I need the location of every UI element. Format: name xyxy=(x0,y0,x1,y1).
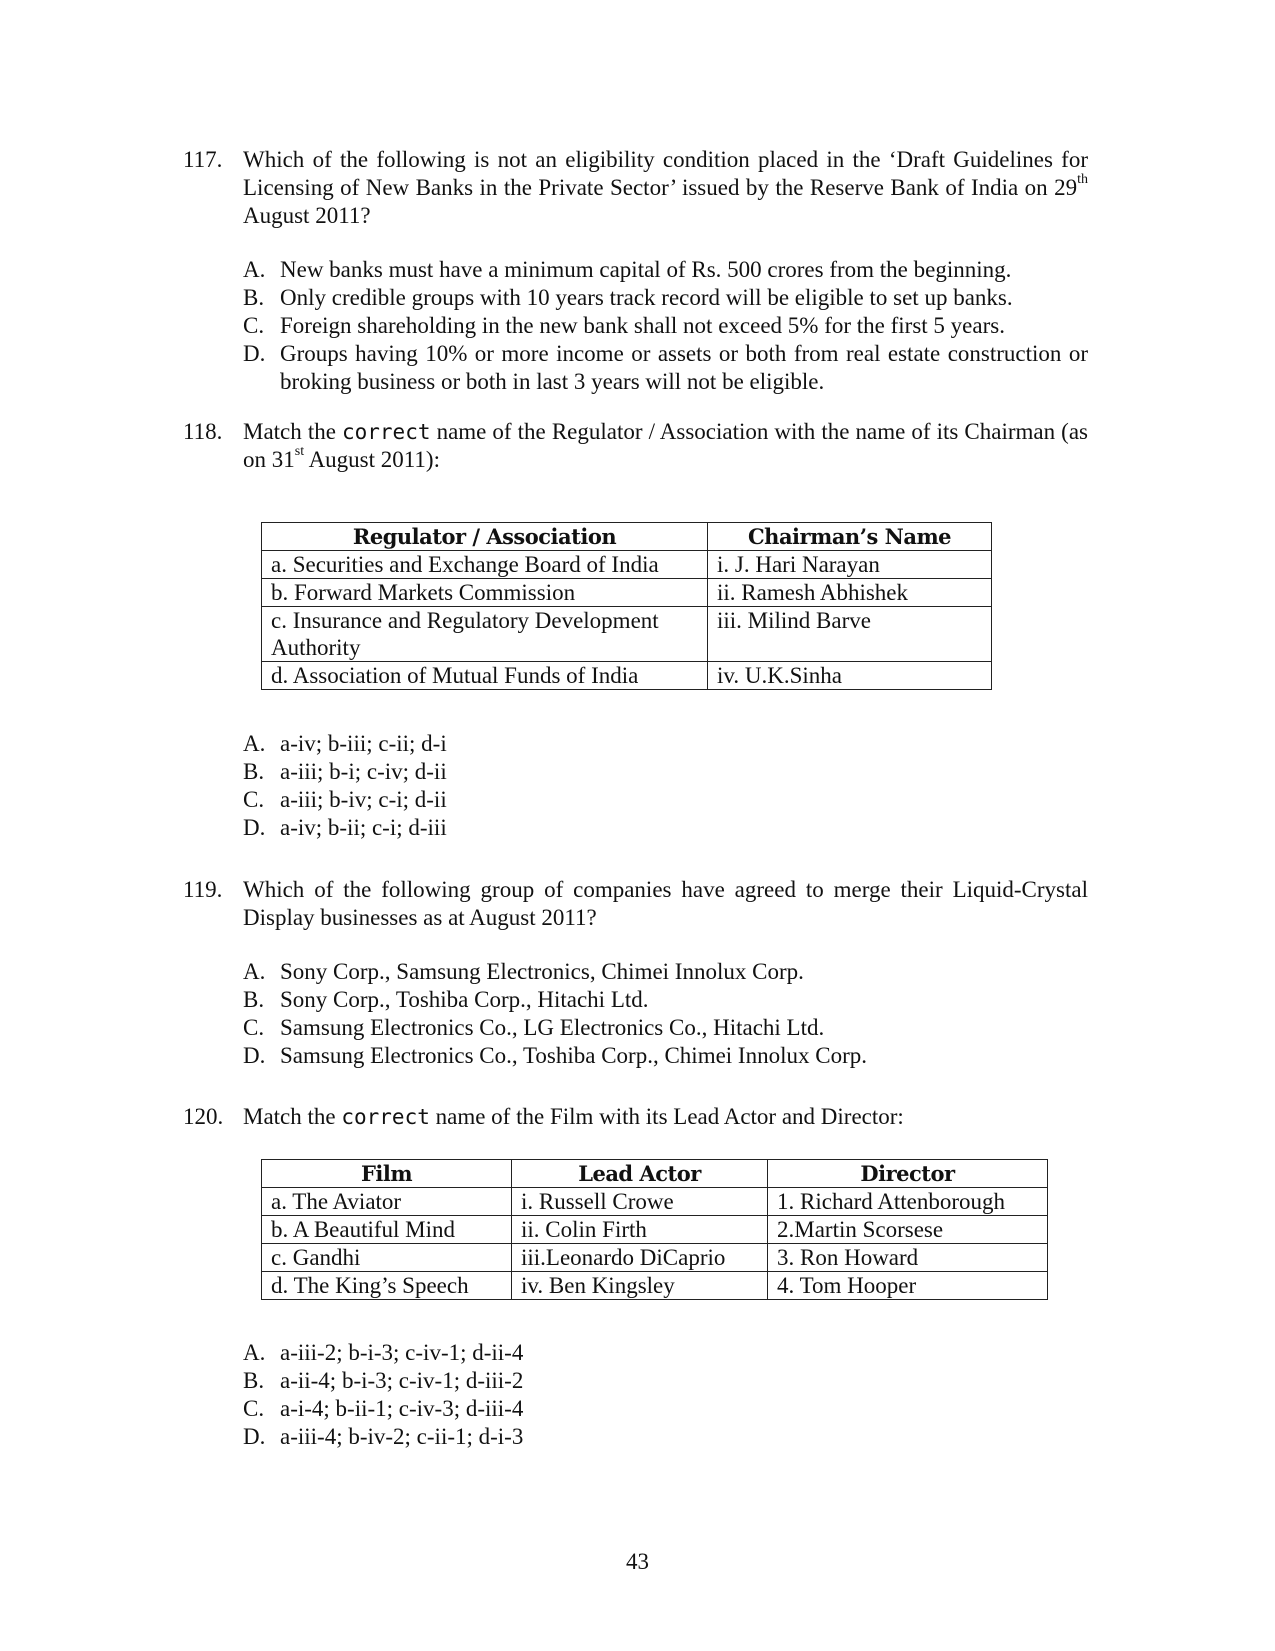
question-text-part: August 2011? xyxy=(243,203,371,228)
option-c xyxy=(243,1014,1088,1042)
option-label: A. xyxy=(243,1340,266,1365)
options-list xyxy=(243,256,1088,396)
option-label: C. xyxy=(243,313,265,338)
question-text: Which of the following group of companies have agreed to merge their Liquid-Crystal Display businesses as at August 2011? xyxy=(243,877,1088,930)
option-label: C. xyxy=(243,1396,265,1421)
question-117 xyxy=(183,146,1088,396)
option-b xyxy=(243,284,1088,312)
option-label: A. xyxy=(243,959,266,984)
table-cell: 2.Martin Scorsese xyxy=(768,1216,1048,1244)
question-119 xyxy=(183,876,1088,1070)
table-cell: i. J. Hari Narayan xyxy=(708,551,992,579)
regulator-chairman-table xyxy=(261,522,992,690)
table-cell: ii. Ramesh Abhishek xyxy=(708,579,992,607)
question-text-part: Match the xyxy=(243,419,342,444)
question-118-options xyxy=(183,730,1088,842)
option-text: Groups having 10% or more income or assets or both from real estate construction or broking business or both in last 3 years will not be eligible. xyxy=(280,341,1088,394)
option-d xyxy=(243,1042,1088,1070)
table-cell: c. Insurance and Regulatory Development Authority xyxy=(262,607,708,662)
table-cell: b. Forward Markets Commission xyxy=(262,579,708,607)
table-header: Film xyxy=(262,1160,512,1188)
option-label: D. xyxy=(243,1424,266,1449)
table-cell: 1. Richard Attenborough xyxy=(768,1188,1048,1216)
table-cell: 3. Ron Howard xyxy=(768,1244,1048,1272)
option-b xyxy=(243,986,1088,1014)
table-row xyxy=(262,551,992,579)
table-cell: iii.Leonardo DiCaprio xyxy=(512,1244,768,1272)
question-120 xyxy=(183,1103,1088,1131)
table-cell: b. A Beautiful Mind xyxy=(262,1216,512,1244)
question-118 xyxy=(183,418,1088,474)
table-header: Director xyxy=(768,1160,1048,1188)
film-actor-director-table xyxy=(261,1159,1048,1300)
option-label: C. xyxy=(243,1015,265,1040)
table-cell: c. Gandhi xyxy=(262,1244,512,1272)
options-list xyxy=(243,1339,1088,1451)
question-number: 117. xyxy=(183,147,223,172)
option-label: B. xyxy=(243,987,265,1012)
question-text-part: Which of the following is not an eligibility condition placed in the ‘Draft Guidelines for Licensing of New Banks in the Private Sector’ issued by the Reserve Bank of India on 29 xyxy=(243,147,1088,200)
table-cell: iv. Ben Kingsley xyxy=(512,1272,768,1300)
option-text: a-ii-4; b-i-3; c-iv-1; d-iii-2 xyxy=(280,1368,524,1393)
table-row xyxy=(262,1272,1048,1300)
option-text: a-iv; b-iii; c-ii; d-i xyxy=(280,731,447,756)
table-header: Regulator / Association xyxy=(262,523,708,551)
options-list xyxy=(243,958,1088,1070)
table-cell: a. The Aviator xyxy=(262,1188,512,1216)
option-text: a-iii; b-iv; c-i; d-ii xyxy=(280,787,447,812)
question-120-options xyxy=(183,1339,1088,1451)
option-label: B. xyxy=(243,1368,265,1393)
table-row xyxy=(262,1244,1048,1272)
option-text: a-iii-2; b-i-3; c-iv-1; d-ii-4 xyxy=(280,1340,524,1365)
table-cell: i. Russell Crowe xyxy=(512,1188,768,1216)
option-a xyxy=(243,958,1088,986)
emphasis-word: correct xyxy=(341,420,431,444)
option-label: D. xyxy=(243,1043,266,1068)
option-b xyxy=(243,1367,1088,1395)
table-header: Lead Actor xyxy=(512,1160,768,1188)
option-label: B. xyxy=(243,759,265,784)
option-text: Only credible groups with 10 years track record will be eligible to set up banks. xyxy=(280,285,1013,310)
question-text-part: August 2011): xyxy=(304,447,440,472)
option-text: Foreign shareholding in the new bank shall not exceed 5% for the first 5 years. xyxy=(280,313,1005,338)
option-label: D. xyxy=(243,341,266,366)
question-number: 119. xyxy=(183,877,223,902)
table-row xyxy=(262,662,992,690)
option-text: Sony Corp., Toshiba Corp., Hitachi Ltd. xyxy=(280,987,649,1012)
option-text: a-iii-4; b-iv-2; c-ii-1; d-i-3 xyxy=(280,1424,524,1449)
table-row xyxy=(262,1188,1048,1216)
table-cell: iii. Milind Barve xyxy=(708,607,992,662)
option-text: Sony Corp., Samsung Electronics, Chimei Innolux Corp. xyxy=(280,959,804,984)
question-text-part: Match the xyxy=(243,1104,342,1129)
table-cell: ii. Colin Firth xyxy=(512,1216,768,1244)
superscript: st xyxy=(294,444,305,460)
option-label: C. xyxy=(243,787,265,812)
table-row xyxy=(262,1216,1048,1244)
table-cell: 4. Tom Hooper xyxy=(768,1272,1048,1300)
option-d xyxy=(243,814,1088,842)
table-cell: d. Association of Mutual Funds of India xyxy=(262,662,708,690)
option-label: D. xyxy=(243,815,266,840)
option-text: New banks must have a minimum capital of Rs. 500 crores from the beginning. xyxy=(280,257,1012,282)
option-text: a-i-4; b-ii-1; c-iv-3; d-iii-4 xyxy=(280,1396,524,1421)
table-header-row xyxy=(262,1160,1048,1188)
option-label: A. xyxy=(243,257,266,282)
table-row xyxy=(262,607,992,662)
option-text: Samsung Electronics Co., Toshiba Corp., Chimei Innolux Corp. xyxy=(280,1043,867,1068)
emphasis-word: correct xyxy=(341,1105,430,1129)
table-cell: d. The King’s Speech xyxy=(262,1272,512,1300)
option-a xyxy=(243,256,1088,284)
question-text xyxy=(243,1103,1088,1131)
option-label: A. xyxy=(243,731,266,756)
option-c xyxy=(243,786,1088,814)
superscript: th xyxy=(1077,172,1088,188)
option-b xyxy=(243,758,1088,786)
table-header: Chairman’s Name xyxy=(708,523,992,551)
question-number: 118. xyxy=(183,419,223,444)
table-cell: iv. U.K.Sinha xyxy=(708,662,992,690)
option-text: Samsung Electronics Co., LG Electronics Co., Hitachi Ltd. xyxy=(280,1015,825,1040)
option-d xyxy=(243,340,1088,396)
option-text: a-iv; b-ii; c-i; d-iii xyxy=(280,815,447,840)
question-text xyxy=(243,146,1088,230)
question-text xyxy=(243,418,1088,474)
option-a xyxy=(243,730,1088,758)
page-number: 43 xyxy=(626,1549,649,1574)
question-number: 120. xyxy=(183,1104,224,1129)
option-a xyxy=(243,1339,1088,1367)
question-text-part: name of the Film with its Lead Actor and Director: xyxy=(429,1104,904,1129)
option-c xyxy=(243,1395,1088,1423)
option-label: B. xyxy=(243,285,265,310)
option-text: a-iii; b-i; c-iv; d-ii xyxy=(280,759,447,784)
table-row xyxy=(262,579,992,607)
option-d xyxy=(243,1423,1088,1451)
question-text-part: name of the Regulator / Association with the name of its Chairman (as on 31 xyxy=(243,419,1088,472)
option-c xyxy=(243,312,1088,340)
table-header-row xyxy=(262,523,992,551)
options-list xyxy=(243,730,1088,842)
table-cell: a. Securities and Exchange Board of India xyxy=(262,551,708,579)
